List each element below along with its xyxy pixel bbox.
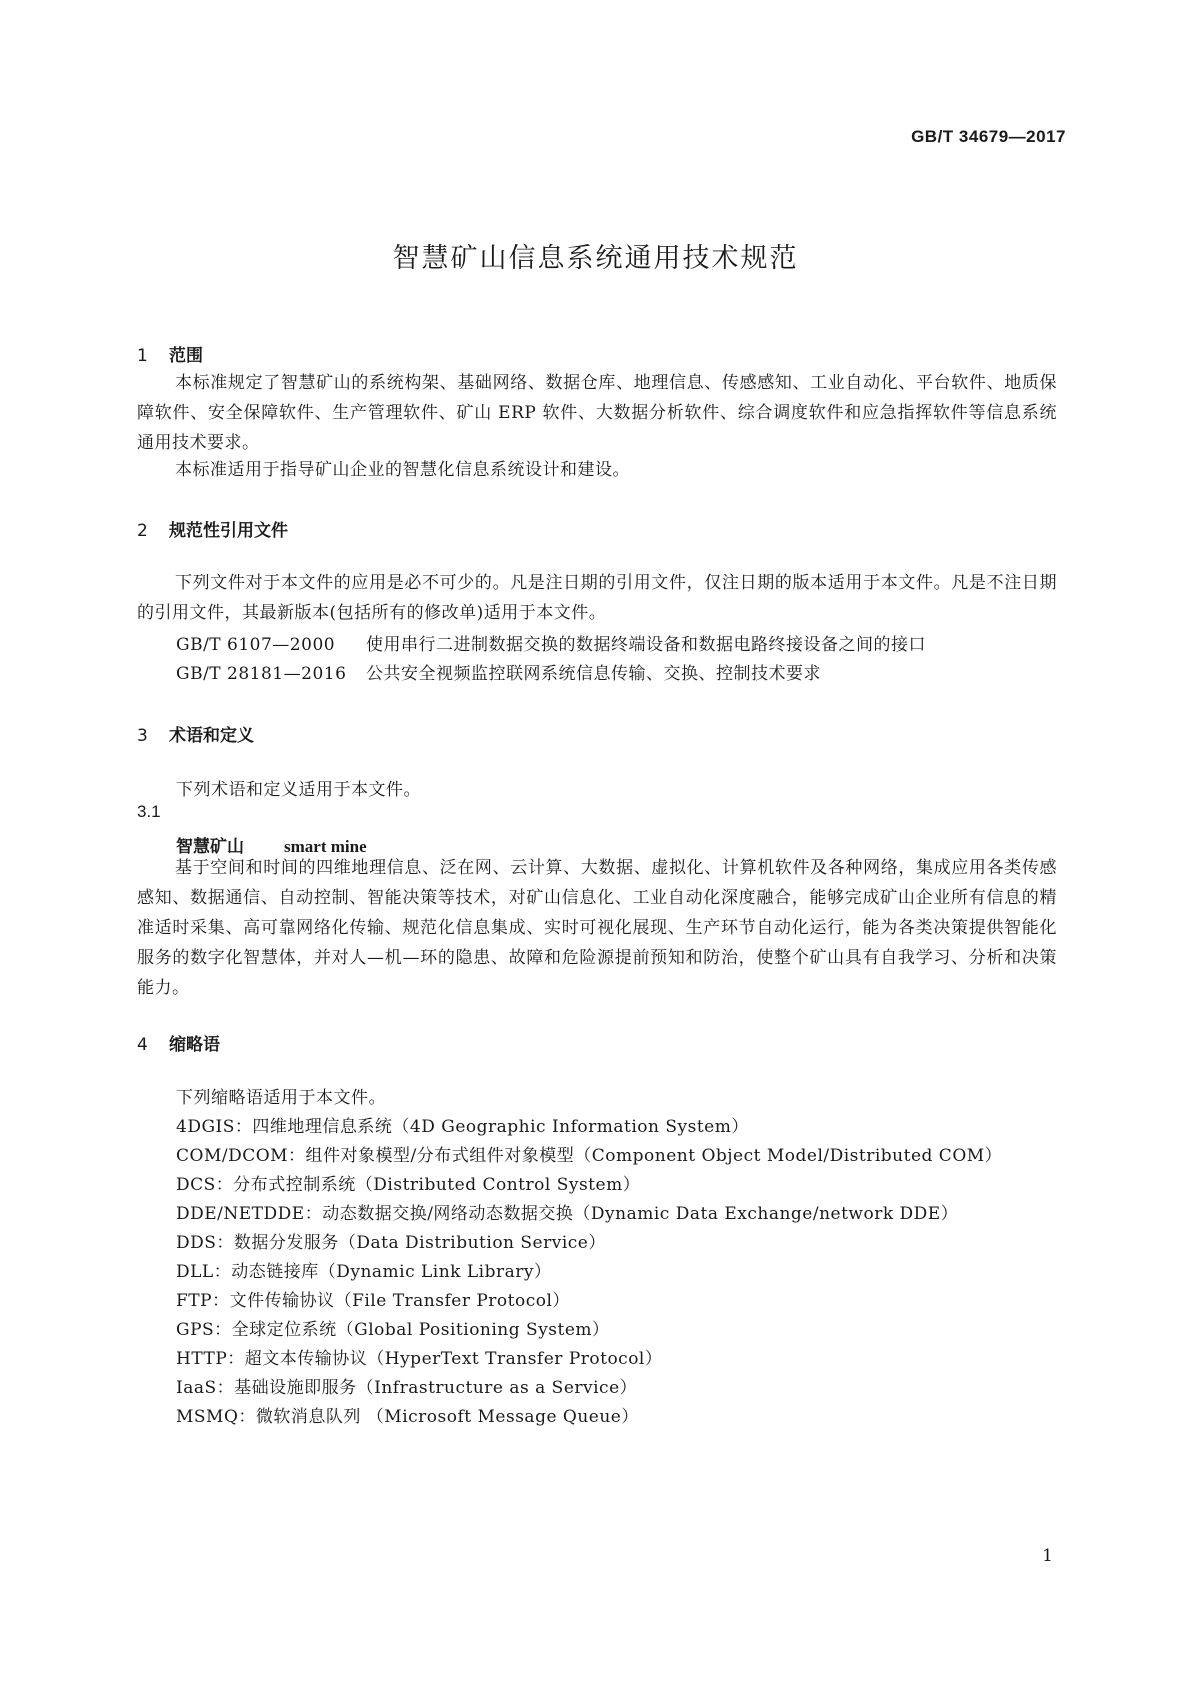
section-2-heading [137, 516, 288, 541]
section-4-heading [137, 1030, 220, 1055]
term-chinese: 智慧矿山 [176, 837, 244, 857]
section-title: 术语和定义 [169, 726, 254, 746]
section-number: 3 [137, 726, 148, 746]
reference-item [176, 630, 926, 655]
reference-code: GB/T 6107—2000 [176, 635, 336, 655]
references-intro: 下列文件对于本文件的应用是必不可少的。凡是注日期的引用文件，仅注日期的版本适用于本文件。凡是不注日期的引用文件，其最新版本(包括所有的修改单)适用于本文件。 [137, 573, 1057, 623]
reference-item [176, 659, 821, 684]
term-english: smart mine [284, 837, 367, 856]
reference-name: 使用串行二进制数据交换的数据终端设备和数据电路终接设备之间的接口 [366, 635, 926, 655]
section-title: 缩略语 [169, 1035, 220, 1055]
section-1-heading [137, 341, 203, 366]
abbreviation-item: FTP：文件传输协议（File Transfer Protocol） [176, 1291, 570, 1311]
standard-code: GB/T 34679—2017 [911, 127, 1066, 146]
page-number: 1 [1042, 1546, 1053, 1566]
section-title: 规范性引用文件 [169, 521, 288, 541]
reference-code: GB/T 28181—2016 [176, 664, 347, 684]
abbreviation-item: HTTP：超文本传输协议（HyperText Transfer Protocol） [176, 1349, 663, 1369]
scope-paragraph-2: 本标准适用于指导矿山企业的智慧化信息系统设计和建设。 [175, 460, 630, 480]
document-title: 智慧矿山信息系统通用技术规范 [392, 243, 799, 274]
reference-name: 公共安全视频监控联网系统信息传输、交换、控制技术要求 [366, 664, 821, 684]
abbreviation-item: IaaS：基础设施即服务（Infrastructure as a Service） [176, 1378, 638, 1398]
scope-paragraph-1: 本标准规定了智慧矿山的系统构架、基础网络、数据仓库、地理信息、传感感知、工业自动化、平台软件、地质保障软件、安全保障软件、生产管理软件、矿山 ERP 软件、大数据分析软件、综合调度软件和应急指挥软件等信息系统通用技术要求。 [137, 373, 1057, 453]
terms-intro: 下列术语和定义适用于本文件。 [176, 780, 421, 800]
abbreviation-item: MSMQ：微软消息队列 （Microsoft Message Queue） [176, 1407, 639, 1427]
abbreviation-item: DCS：分布式控制系统（Distributed Control System） [176, 1175, 641, 1195]
section-number: 2 [137, 521, 148, 541]
section-number: 1 [137, 346, 148, 366]
abbreviation-item: DDS：数据分发服务（Data Distribution Service） [176, 1233, 606, 1253]
abbreviation-item: 4DGIS：四维地理信息系统（4D Geographic Information System） [176, 1117, 749, 1137]
term-definition: 基于空间和时间的四维地理信息、泛在网、云计算、大数据、虚拟化、计算机软件及各种网络，集成应用各类传感感知、数据通信、自动控制、智能决策等技术，对矿山信息化、工业自动化深度融合，能够完成矿山企业所有信息的精准适时采集、高可靠网络化传输、规范化信息集成、实时可视化展现、生产环节自动化运行，能为各类决策提供智能化服务的数字化智慧体，并对人—机—环的隐患、故障和危险源提前预知和防治，使整个矿山具有自我学习、分析和决策能力。 [137, 858, 1057, 998]
abbreviation-item: GPS：全球定位系统（Global Positioning System） [176, 1320, 610, 1340]
section-number: 4 [137, 1035, 148, 1055]
abbreviations-intro: 下列缩略语适用于本文件。 [176, 1088, 386, 1108]
abbreviation-item: DLL：动态链接库（Dynamic Link Library） [176, 1262, 552, 1282]
section-3-heading [137, 721, 254, 746]
abbreviation-item: COM/DCOM：组件对象模型/分布式组件对象模型（Component Object Model/Distributed COM） [176, 1146, 1003, 1166]
abbreviation-item: DDE/NETDDE：动态数据交换/网络动态数据交换（Dynamic Data Exchange/network DDE） [176, 1204, 959, 1224]
section-title: 范围 [169, 346, 203, 366]
clause-number: 3.1 [137, 802, 161, 821]
